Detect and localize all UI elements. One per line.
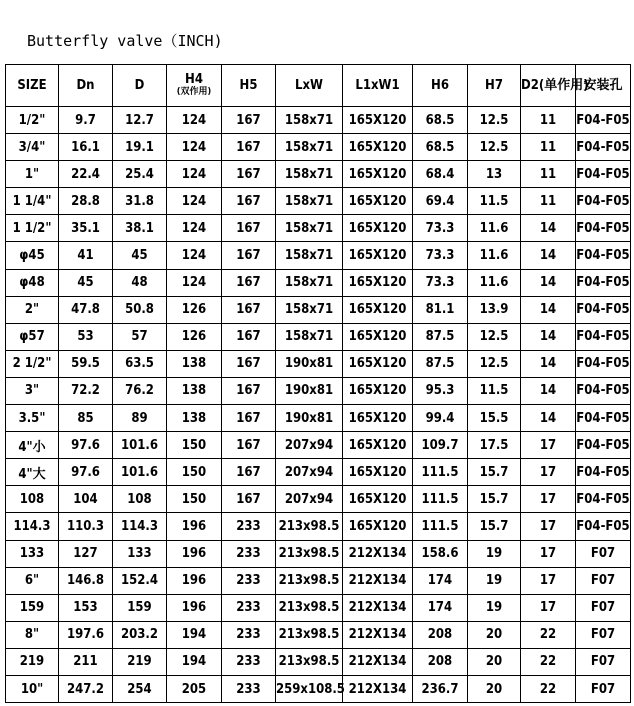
cell-h5: 167 <box>222 107 276 134</box>
cell-d2: 11 <box>521 134 576 161</box>
cell-dn: 211 <box>59 648 113 675</box>
cell-size: 2 1/2" <box>6 350 59 377</box>
cell-h7: 19 <box>468 594 521 621</box>
cell-l1xw1: 212X134 <box>343 567 413 594</box>
header-mounting-hole: 安装孔 <box>576 65 631 107</box>
cell-d: 114.3 <box>113 513 167 540</box>
table-body <box>6 107 631 703</box>
cell-d: 31.8 <box>113 188 167 215</box>
cell-size: 108 <box>6 486 59 513</box>
cell-d: 219 <box>113 648 167 675</box>
cell-dn: 22.4 <box>59 161 113 188</box>
header-d2: D2(单作用) <box>521 65 576 107</box>
cell-mounting-hole: F04-F05 <box>576 269 631 296</box>
cell-dn: 16.1 <box>59 134 113 161</box>
cell-h7: 20 <box>468 675 521 702</box>
cell-size: 4"小 <box>6 432 59 459</box>
cell-size: 159 <box>6 594 59 621</box>
cell-d: 101.6 <box>113 432 167 459</box>
cell-mounting-hole: F07 <box>576 594 631 621</box>
cell-d: 254 <box>113 675 167 702</box>
cell-h6: 111.5 <box>413 459 468 486</box>
table-row <box>6 459 631 486</box>
cell-mounting-hole: F04-F05 <box>576 377 631 404</box>
cell-h4: 126 <box>167 323 222 350</box>
cell-lxw: 213x98.5 <box>276 513 343 540</box>
cell-l1xw1: 165X120 <box>343 134 413 161</box>
cell-d2: 17 <box>521 459 576 486</box>
table-row <box>6 540 631 567</box>
cell-h7: 20 <box>468 648 521 675</box>
cell-d2: 14 <box>521 405 576 432</box>
cell-h7: 13 <box>468 161 521 188</box>
cell-lxw: 158x71 <box>276 242 343 269</box>
cell-size: 4"大 <box>6 459 59 486</box>
cell-lxw: 213x98.5 <box>276 567 343 594</box>
cell-size: 3.5" <box>6 405 59 432</box>
cell-h6: 109.7 <box>413 432 468 459</box>
cell-h7: 15.7 <box>468 486 521 513</box>
cell-l1xw1: 165X120 <box>343 161 413 188</box>
cell-lxw: 158x71 <box>276 323 343 350</box>
cell-lxw: 158x71 <box>276 188 343 215</box>
cell-l1xw1: 165X120 <box>343 296 413 323</box>
cell-size: φ45 <box>6 242 59 269</box>
cell-l1xw1: 212X134 <box>343 540 413 567</box>
cell-l1xw1: 165X120 <box>343 188 413 215</box>
header-h4-label: H4 <box>185 72 203 87</box>
cell-h6: 69.4 <box>413 188 468 215</box>
cell-lxw: 158x71 <box>276 269 343 296</box>
cell-size: 10" <box>6 675 59 702</box>
cell-size: 3/4" <box>6 134 59 161</box>
cell-size: φ57 <box>6 323 59 350</box>
cell-h7: 15.7 <box>468 459 521 486</box>
cell-h7: 19 <box>468 540 521 567</box>
cell-h6: 111.5 <box>413 513 468 540</box>
cell-d2: 14 <box>521 242 576 269</box>
table-row <box>6 296 631 323</box>
cell-lxw: 213x98.5 <box>276 594 343 621</box>
cell-dn: 153 <box>59 594 113 621</box>
cell-h7: 11.6 <box>468 242 521 269</box>
cell-d: 57 <box>113 323 167 350</box>
cell-h4: 124 <box>167 161 222 188</box>
cell-mounting-hole: F04-F05 <box>576 161 631 188</box>
cell-dn: 28.8 <box>59 188 113 215</box>
cell-l1xw1: 165X120 <box>343 459 413 486</box>
cell-mounting-hole: F04-F05 <box>576 350 631 377</box>
cell-d2: 11 <box>521 107 576 134</box>
header-h4 <box>167 65 222 107</box>
butterfly-valve-spec-table <box>5 64 631 703</box>
cell-h5: 167 <box>222 323 276 350</box>
cell-lxw: 207x94 <box>276 486 343 513</box>
cell-l1xw1: 165X120 <box>343 215 413 242</box>
cell-mounting-hole: F07 <box>576 648 631 675</box>
header-h6: H6 <box>413 65 468 107</box>
cell-dn: 41 <box>59 242 113 269</box>
cell-d2: 14 <box>521 215 576 242</box>
cell-d2: 22 <box>521 621 576 648</box>
cell-l1xw1: 165X120 <box>343 242 413 269</box>
header-h7: H7 <box>468 65 521 107</box>
cell-d: 203.2 <box>113 621 167 648</box>
table-row <box>6 188 631 215</box>
cell-h6: 208 <box>413 648 468 675</box>
cell-h7: 12.5 <box>468 107 521 134</box>
cell-mounting-hole: F04-F05 <box>576 296 631 323</box>
cell-lxw: 213x98.5 <box>276 648 343 675</box>
cell-h6: 73.3 <box>413 242 468 269</box>
cell-h4: 194 <box>167 648 222 675</box>
cell-dn: 47.8 <box>59 296 113 323</box>
cell-mounting-hole: F07 <box>576 540 631 567</box>
cell-h4: 124 <box>167 269 222 296</box>
cell-d: 159 <box>113 594 167 621</box>
cell-size: 1/2" <box>6 107 59 134</box>
cell-h5: 167 <box>222 134 276 161</box>
cell-lxw: 158x71 <box>276 107 343 134</box>
cell-d2: 14 <box>521 269 576 296</box>
table-row <box>6 269 631 296</box>
cell-h5: 233 <box>222 540 276 567</box>
table-row <box>6 350 631 377</box>
cell-h5: 167 <box>222 459 276 486</box>
table-row <box>6 215 631 242</box>
cell-dn: 127 <box>59 540 113 567</box>
table-row <box>6 377 631 404</box>
cell-h7: 15.5 <box>468 405 521 432</box>
cell-d2: 11 <box>521 161 576 188</box>
cell-dn: 104 <box>59 486 113 513</box>
cell-d: 63.5 <box>113 350 167 377</box>
cell-l1xw1: 165X120 <box>343 486 413 513</box>
cell-h4: 126 <box>167 296 222 323</box>
cell-l1xw1: 212X134 <box>343 648 413 675</box>
cell-lxw: 190x81 <box>276 377 343 404</box>
cell-h7: 20 <box>468 621 521 648</box>
cell-h4: 150 <box>167 459 222 486</box>
cell-size: 3" <box>6 377 59 404</box>
cell-dn: 45 <box>59 269 113 296</box>
cell-l1xw1: 165X120 <box>343 432 413 459</box>
cell-h4: 138 <box>167 405 222 432</box>
table-header-row <box>6 65 631 107</box>
table-row <box>6 405 631 432</box>
cell-h4: 124 <box>167 134 222 161</box>
cell-size: 6" <box>6 567 59 594</box>
cell-d2: 17 <box>521 540 576 567</box>
cell-dn: 110.3 <box>59 513 113 540</box>
cell-h4: 150 <box>167 486 222 513</box>
cell-mounting-hole: F07 <box>576 675 631 702</box>
cell-lxw: 207x94 <box>276 459 343 486</box>
header-size: SIZE <box>6 65 59 107</box>
cell-h5: 167 <box>222 377 276 404</box>
cell-mounting-hole: F04-F05 <box>576 242 631 269</box>
cell-dn: 53 <box>59 323 113 350</box>
header-l1xw1: L1xW1 <box>343 65 413 107</box>
cell-d: 89 <box>113 405 167 432</box>
cell-d2: 11 <box>521 188 576 215</box>
cell-d2: 14 <box>521 296 576 323</box>
header-d: D <box>113 65 167 107</box>
cell-h5: 233 <box>222 594 276 621</box>
cell-h4: 196 <box>167 513 222 540</box>
cell-mounting-hole: F04-F05 <box>576 459 631 486</box>
cell-h6: 87.5 <box>413 350 468 377</box>
table-row <box>6 486 631 513</box>
cell-h7: 11.5 <box>468 188 521 215</box>
cell-h4: 124 <box>167 215 222 242</box>
cell-mounting-hole: F04-F05 <box>576 107 631 134</box>
cell-d: 50.8 <box>113 296 167 323</box>
cell-mounting-hole: F04-F05 <box>576 486 631 513</box>
cell-h4: 196 <box>167 594 222 621</box>
cell-lxw: 213x98.5 <box>276 540 343 567</box>
cell-h4: 138 <box>167 377 222 404</box>
header-dn: Dn <box>59 65 113 107</box>
cell-h6: 73.3 <box>413 269 468 296</box>
cell-h6: 73.3 <box>413 215 468 242</box>
table-row <box>6 161 631 188</box>
cell-lxw: 158x71 <box>276 161 343 188</box>
cell-h4: 150 <box>167 432 222 459</box>
cell-h7: 12.5 <box>468 134 521 161</box>
cell-h7: 11.6 <box>468 215 521 242</box>
table-row <box>6 594 631 621</box>
cell-size: 1" <box>6 161 59 188</box>
cell-dn: 85 <box>59 405 113 432</box>
cell-d2: 22 <box>521 648 576 675</box>
cell-d2: 14 <box>521 350 576 377</box>
document-title: Butterfly valve（INCH) <box>27 32 223 50</box>
cell-d2: 22 <box>521 675 576 702</box>
cell-h4: 138 <box>167 350 222 377</box>
cell-dn: 9.7 <box>59 107 113 134</box>
cell-h4: 196 <box>167 567 222 594</box>
cell-l1xw1: 165X120 <box>343 405 413 432</box>
cell-d2: 17 <box>521 594 576 621</box>
header-h4-subtitle: (双作用) <box>176 87 212 97</box>
cell-h5: 167 <box>222 215 276 242</box>
cell-mounting-hole: F04-F05 <box>576 188 631 215</box>
cell-h4: 124 <box>167 107 222 134</box>
cell-h5: 233 <box>222 675 276 702</box>
cell-d: 12.7 <box>113 107 167 134</box>
cell-size: 114.3 <box>6 513 59 540</box>
cell-d: 76.2 <box>113 377 167 404</box>
cell-d: 101.6 <box>113 459 167 486</box>
cell-size: 219 <box>6 648 59 675</box>
table-row <box>6 675 631 702</box>
cell-h7: 17.5 <box>468 432 521 459</box>
cell-h4: 124 <box>167 188 222 215</box>
cell-size: 2" <box>6 296 59 323</box>
cell-size: 1 1/2" <box>6 215 59 242</box>
cell-dn: 197.6 <box>59 621 113 648</box>
cell-h7: 19 <box>468 567 521 594</box>
cell-h4: 205 <box>167 675 222 702</box>
table-row <box>6 513 631 540</box>
table-row <box>6 134 631 161</box>
cell-dn: 247.2 <box>59 675 113 702</box>
cell-lxw: 158x71 <box>276 134 343 161</box>
cell-h6: 68.5 <box>413 107 468 134</box>
cell-d: 133 <box>113 540 167 567</box>
cell-h5: 167 <box>222 432 276 459</box>
cell-h5: 167 <box>222 296 276 323</box>
cell-l1xw1: 165X120 <box>343 323 413 350</box>
cell-d2: 17 <box>521 432 576 459</box>
cell-h7: 12.5 <box>468 350 521 377</box>
cell-dn: 146.8 <box>59 567 113 594</box>
cell-l1xw1: 165X120 <box>343 377 413 404</box>
table-row <box>6 323 631 350</box>
cell-l1xw1: 165X120 <box>343 350 413 377</box>
cell-mounting-hole: F04-F05 <box>576 323 631 350</box>
cell-d2: 14 <box>521 323 576 350</box>
cell-lxw: 158x71 <box>276 215 343 242</box>
cell-d: 25.4 <box>113 161 167 188</box>
cell-h6: 174 <box>413 594 468 621</box>
cell-dn: 59.5 <box>59 350 113 377</box>
cell-d: 152.4 <box>113 567 167 594</box>
cell-h7: 15.7 <box>468 513 521 540</box>
cell-h5: 233 <box>222 621 276 648</box>
cell-d: 108 <box>113 486 167 513</box>
cell-h6: 111.5 <box>413 486 468 513</box>
cell-size: 8" <box>6 621 59 648</box>
cell-dn: 97.6 <box>59 432 113 459</box>
cell-mounting-hole: F04-F05 <box>576 513 631 540</box>
cell-h6: 236.7 <box>413 675 468 702</box>
cell-d: 48 <box>113 269 167 296</box>
cell-dn: 35.1 <box>59 215 113 242</box>
cell-mounting-hole: F04-F05 <box>576 405 631 432</box>
cell-h4: 124 <box>167 242 222 269</box>
cell-h6: 208 <box>413 621 468 648</box>
cell-d: 38.1 <box>113 215 167 242</box>
header-h5: H5 <box>222 65 276 107</box>
cell-size: φ48 <box>6 269 59 296</box>
table-row <box>6 648 631 675</box>
table-row <box>6 432 631 459</box>
cell-size: 133 <box>6 540 59 567</box>
cell-h5: 167 <box>222 350 276 377</box>
cell-h4: 196 <box>167 540 222 567</box>
cell-l1xw1: 165X120 <box>343 269 413 296</box>
cell-h7: 13.9 <box>468 296 521 323</box>
cell-h5: 167 <box>222 242 276 269</box>
cell-dn: 72.2 <box>59 377 113 404</box>
cell-h5: 167 <box>222 161 276 188</box>
cell-h6: 87.5 <box>413 323 468 350</box>
cell-mounting-hole: F07 <box>576 621 631 648</box>
cell-h6: 99.4 <box>413 405 468 432</box>
cell-lxw: 190x81 <box>276 405 343 432</box>
cell-h6: 158.6 <box>413 540 468 567</box>
cell-h6: 81.1 <box>413 296 468 323</box>
cell-size: 1 1/4" <box>6 188 59 215</box>
cell-h5: 233 <box>222 648 276 675</box>
cell-h5: 167 <box>222 405 276 432</box>
cell-lxw: 190x81 <box>276 350 343 377</box>
cell-lxw: 213x98.5 <box>276 621 343 648</box>
cell-d2: 14 <box>521 377 576 404</box>
cell-l1xw1: 165X120 <box>343 513 413 540</box>
cell-l1xw1: 212X134 <box>343 621 413 648</box>
cell-h7: 12.5 <box>468 323 521 350</box>
cell-lxw: 207x94 <box>276 432 343 459</box>
cell-l1xw1: 212X134 <box>343 675 413 702</box>
cell-mounting-hole: F04-F05 <box>576 134 631 161</box>
cell-mounting-hole: F04-F05 <box>576 432 631 459</box>
cell-h5: 233 <box>222 513 276 540</box>
cell-mounting-hole: F07 <box>576 567 631 594</box>
cell-h6: 95.3 <box>413 377 468 404</box>
cell-h6: 68.4 <box>413 161 468 188</box>
table-row <box>6 107 631 134</box>
table-row <box>6 567 631 594</box>
cell-h5: 167 <box>222 188 276 215</box>
cell-h4: 194 <box>167 621 222 648</box>
cell-h6: 68.5 <box>413 134 468 161</box>
cell-h5: 167 <box>222 486 276 513</box>
cell-l1xw1: 165X120 <box>343 107 413 134</box>
cell-d: 19.1 <box>113 134 167 161</box>
cell-h5: 233 <box>222 567 276 594</box>
cell-mounting-hole: F04-F05 <box>576 215 631 242</box>
cell-lxw: 158x71 <box>276 296 343 323</box>
cell-dn: 97.6 <box>59 459 113 486</box>
cell-h5: 167 <box>222 269 276 296</box>
cell-d2: 17 <box>521 513 576 540</box>
cell-h7: 11.5 <box>468 377 521 404</box>
header-lxw: LxW <box>276 65 343 107</box>
cell-d2: 17 <box>521 486 576 513</box>
cell-d2: 17 <box>521 567 576 594</box>
table-row <box>6 621 631 648</box>
cell-lxw: 259x108.5 <box>276 675 343 702</box>
cell-d: 45 <box>113 242 167 269</box>
table-row <box>6 242 631 269</box>
cell-h7: 11.6 <box>468 269 521 296</box>
cell-h6: 174 <box>413 567 468 594</box>
cell-l1xw1: 212X134 <box>343 594 413 621</box>
